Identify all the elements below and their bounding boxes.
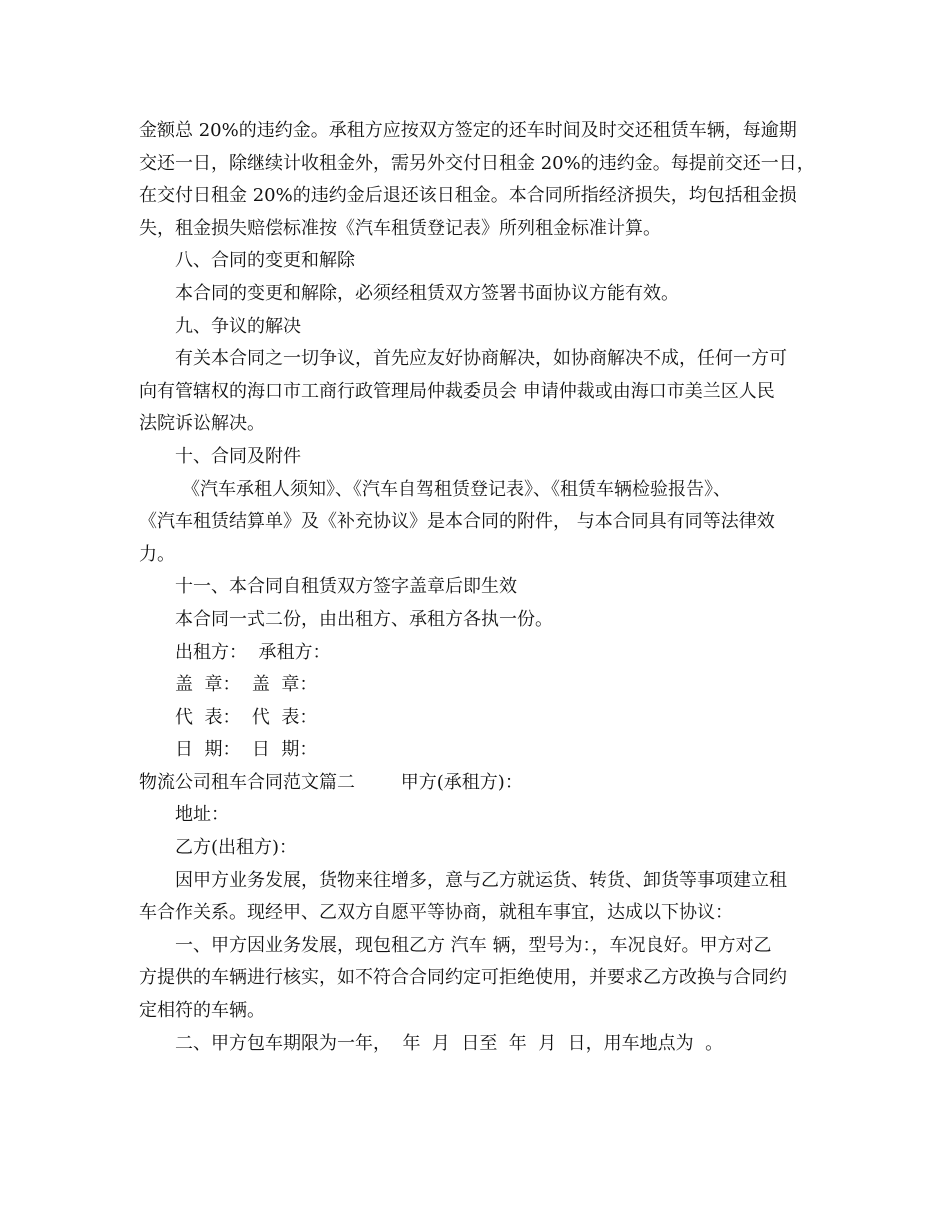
document-body — [139, 115, 829, 1060]
paragraph-line: 法院诉讼解决。 — [139, 413, 265, 435]
paragraph-line: 在交付日租金 20%的违约金后退还该日租金。本合同所指经济损失，均包括租金损 — [139, 185, 797, 207]
paragraph-line: 方提供的车辆进行核实，如不符合合同约定可拒绝使用，并要求乙方改换与合同约 — [139, 967, 787, 989]
section-heading-9: 九、争议的解决 — [175, 315, 301, 337]
paragraph-line: 车合作关系。现经甲、乙双方自愿平等协商，就租车事宜，达成以下协议： — [139, 902, 733, 924]
signature-line-date: 日 期： 日 期： — [175, 739, 318, 761]
party-b-line: 乙方(出租方)： — [175, 837, 298, 859]
paragraph-line: 本合同一式二份，由出租方、承租方各执一份。 — [175, 608, 553, 630]
paragraph-line: 有关本合同之一切争议，首先应友好协商解决，如协商解决不成，任何一方可 — [175, 348, 787, 370]
paragraph-line: 失，租金损失赔偿标准按《汽车租赁登记表》所列租金标准计算。 — [139, 217, 661, 239]
paragraph-line: 因甲方业务发展，货物来往增多，意与乙方就运货、转货、卸货等事项建立租 — [175, 869, 787, 891]
paragraph-line: 本合同的变更和解除，必须经租赁双方签署书面协议方能有效。 — [175, 282, 679, 304]
paragraph-line: 交还一日，除继续计收租金外，需另外交付日租金 20%的违约金。每提前交还一日， — [139, 152, 815, 174]
section-heading-11: 十一、本合同自租赁双方签字盖章后即生效 — [175, 576, 517, 598]
section-title-part-two: 物流公司租车合同范文篇二 甲方(承租方)： — [139, 771, 523, 793]
paragraph-line: 向有管辖权的海口市工商行政管理局仲裁委员会 申请仲裁或由海口市美兰区人民 — [139, 380, 775, 402]
signature-line-parties: 出租方： 承租方： — [175, 641, 331, 663]
paragraph-line: 力。 — [139, 543, 175, 565]
paragraph-line: 二、甲方包车期限为一年， 年 月 日至 年 月 日，用车地点为 。 — [175, 1032, 724, 1054]
paragraph-line: 定相符的车辆。 — [139, 1000, 265, 1022]
signature-line-seal: 盖 章： 盖 章： — [175, 674, 318, 696]
address-line: 地址： — [175, 804, 229, 826]
signature-line-representative: 代 表： 代 表： — [175, 706, 318, 728]
paragraph-line: 金额总 20%的违约金。承租方应按双方签定的还车时间及时交还租赁车辆，每逾期 — [139, 120, 797, 141]
paragraph-line: 《汽车租赁结算单》及《补充协议》是本合同的附件， 与本合同具有同等法律效 — [139, 511, 775, 533]
paragraph-line: 《汽车承租人须知》、《汽车自驾租赁登记表》、《租赁车辆检验报告》、 — [182, 478, 731, 500]
section-heading-10: 十、合同及附件 — [175, 445, 301, 467]
section-heading-8: 八、合同的变更和解除 — [175, 250, 355, 272]
paragraph-line: 一、甲方因业务发展，现包租乙方 汽车 辆，型号为：，车况良好。甲方对乙 — [175, 934, 772, 956]
